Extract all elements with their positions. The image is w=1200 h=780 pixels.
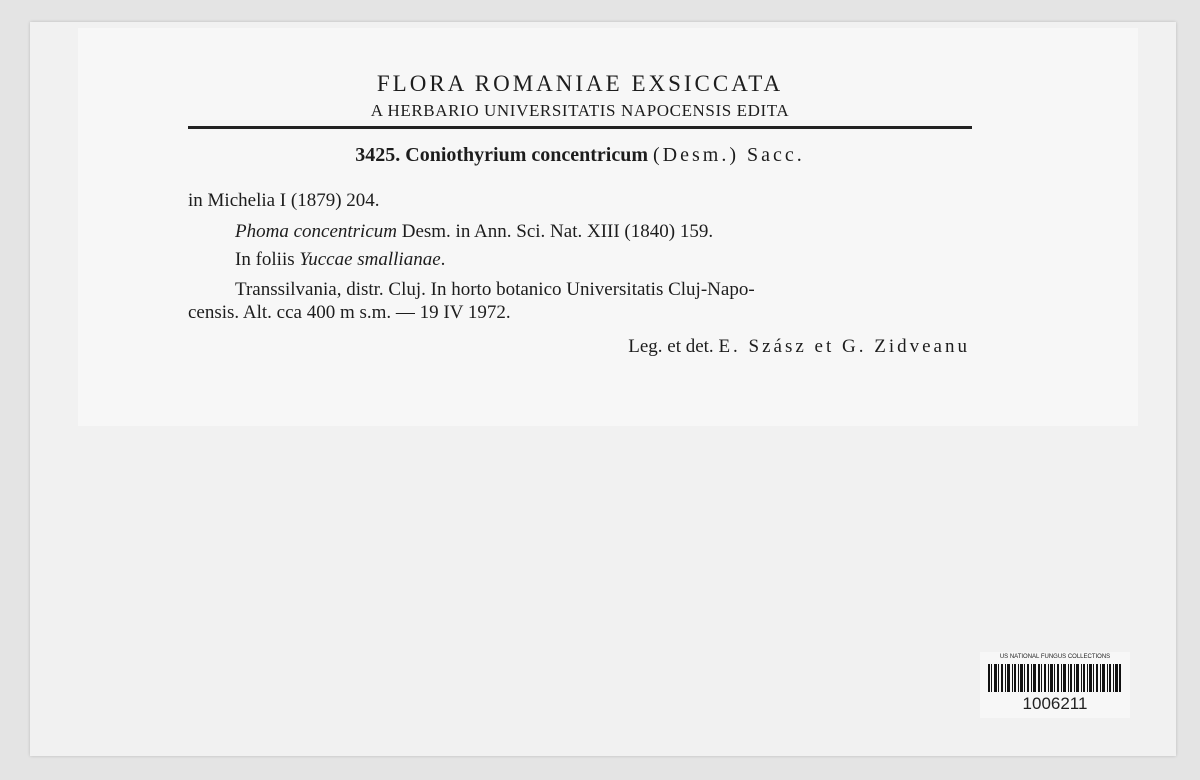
exsiccata-number: 3425. [355, 144, 401, 166]
barcode-icon [988, 664, 1122, 692]
host-suffix: . [440, 249, 446, 270]
host-line [235, 249, 445, 271]
locality-line-1: Transsilvania, distr. Cluj. In horto botanico Universitatis Cluj-Napo- [235, 279, 755, 300]
barcode-label [980, 652, 1130, 718]
host-name: Yuccae smallianae [299, 249, 441, 270]
citation-line: in Michelia I (1879) 204. [188, 190, 380, 211]
species-authority: (Desm.) Sacc. [653, 144, 805, 166]
barcode-number: 1006211 [1022, 694, 1088, 713]
synonym-line [235, 221, 713, 243]
collectors-names: E. Szász et G. Zidveanu [718, 336, 970, 357]
species-heading [190, 144, 970, 167]
barcode-header: US NATIONAL FUNGUS COLLECTIONS [999, 654, 1111, 660]
collectors-line [628, 336, 970, 358]
label-subtitle: A HERBARIO UNIVERSITATIS NAPOCENSIS EDITA [370, 101, 790, 120]
synonym-name: Phoma concentricum [235, 221, 397, 242]
synonym-reference: Desm. in Ann. Sci. Nat. XIII (1840) 159. [396, 221, 714, 242]
label-title: FLORA ROMANIAE EXSICCATA [376, 71, 784, 96]
species-name: Coniothyrium concentricum [405, 144, 649, 166]
title-rule [188, 126, 972, 129]
host-prefix: In foliis [235, 249, 300, 270]
locality-line-2: censis. Alt. cca 400 m s.m. — 19 IV 1972. [188, 302, 511, 323]
collectors-prefix: Leg. et det. [628, 336, 719, 357]
